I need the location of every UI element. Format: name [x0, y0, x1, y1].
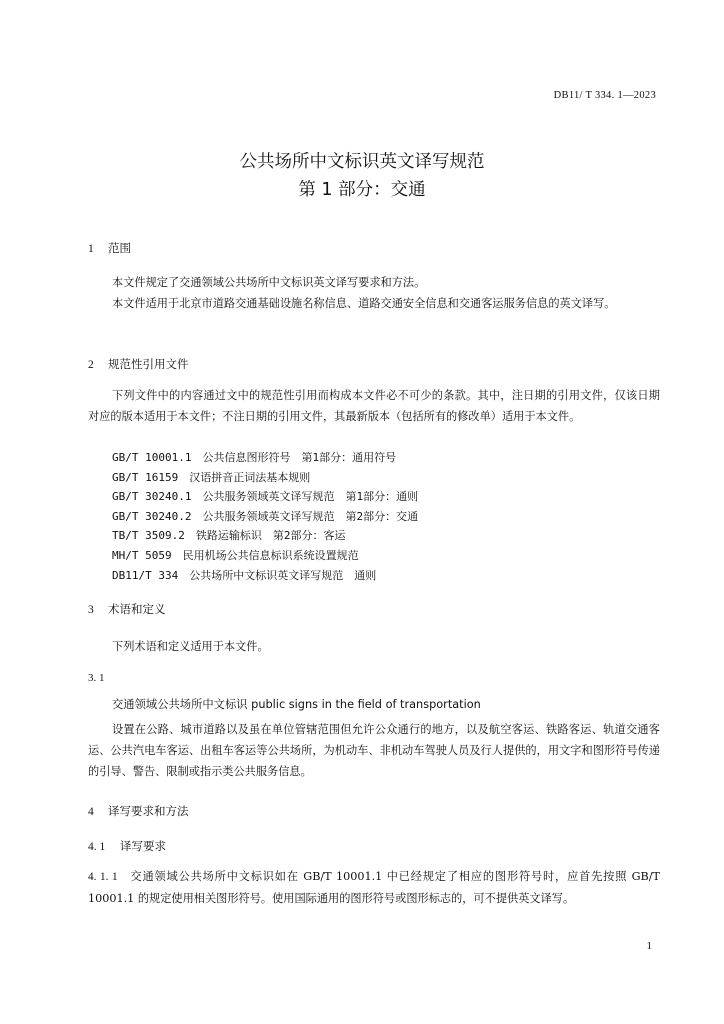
subsection-number: 4. 1	[88, 841, 106, 853]
reference-item: TB/T 3509.2 铁路运输标识 第2部分：客运	[112, 529, 346, 543]
section-number: 4	[88, 806, 94, 818]
reference-item: GB/T 30240.2 公共服务领域英文译写规范 第2部分：交通	[112, 509, 419, 523]
clause-text: 交通领域公共场所中文标识如在 GB/T 10001.1 中已经规定了相应的图形符号时，应首先按照 GB/T 10001.1 的规定使用相关图形符号。使用国际通用的图形符号或图形标志的，可不提供英文译写。	[88, 870, 660, 905]
section-1-body	[88, 272, 660, 314]
section-title: 规范性引用文件	[108, 357, 189, 371]
term-chinese: 交通领域公共场所中文标识	[112, 698, 248, 711]
clause-number: 4. 1. 1	[88, 871, 118, 883]
reference-item: DB11/T 334 公共场所中文标识英文译写规范 通则	[112, 568, 377, 582]
section-number: 2	[88, 359, 94, 371]
section-2-intro	[88, 385, 660, 427]
reference-item: GB/T 16159 汉语拼音正词法基本规则	[112, 470, 311, 484]
subsection-4-1-heading	[88, 838, 166, 854]
paragraph: 下列术语和定义适用于本文件。	[112, 640, 269, 653]
term-entry	[112, 696, 481, 712]
reference-list	[112, 448, 418, 585]
document-subtitle: 第 1 部分：交通	[298, 180, 426, 200]
paragraph: 设置在公路、城市道路以及虽在单位管辖范围但允许公众通行的地方，以及航空客运、铁路客运、轨道交通客运、公共汽电车客运、出租车客运等公共场所，为机动车、非机动车驾驶人员及行人提供的，用文字和图形符号传递的引导、警告、限制或指示类公共服务信息。	[88, 723, 660, 778]
section-number: 3	[88, 604, 94, 616]
reference-item: MH/T 5059 民用机场公共信息标识系统设置规范	[112, 548, 359, 562]
section-3-heading	[88, 601, 166, 617]
subsection-title: 译写要求	[120, 839, 166, 853]
document-number: DB11/ T 334. 1—2023	[553, 90, 656, 101]
section-number: 1	[88, 243, 94, 255]
section-title: 译写要求和方法	[108, 804, 189, 818]
section-4-heading	[88, 803, 189, 819]
section-title: 范围	[108, 241, 131, 255]
section-2-heading	[88, 356, 189, 372]
clause-4-1-1	[88, 866, 660, 909]
section-title: 术语和定义	[108, 602, 166, 616]
term-number: 3. 1	[88, 672, 105, 684]
term-english: public signs in the field of transportation	[251, 698, 481, 711]
page-number: 1	[646, 940, 652, 952]
paragraph: 本文件规定了交通领域公共场所中文标识英文译写要求和方法。	[112, 276, 426, 289]
reference-item: GB/T 10001.1 公共信息图形符号 第1部分：通用符号	[112, 451, 397, 464]
document-title: 公共场所中文标识英文译写规范	[239, 152, 485, 172]
section-3-intro	[88, 636, 660, 657]
paragraph: 下列文件中的内容通过文中的规范性引用而构成本文件必不可少的条款。其中，注日期的引用文件，仅该日期对应的版本适用于本文件；不注日期的引用文件，其最新版本（包括所有的修改单）适用于本文件。	[88, 389, 660, 423]
reference-item: GB/T 30240.1 公共服务领域英文译写规范 第1部分：通则	[112, 490, 419, 504]
section-1-heading	[88, 240, 131, 256]
term-definition	[88, 719, 660, 782]
paragraph: 本文件适用于北京市道路交通基础设施名称信息、道路交通安全信息和交通客运服务信息的英文译写。	[112, 297, 616, 310]
